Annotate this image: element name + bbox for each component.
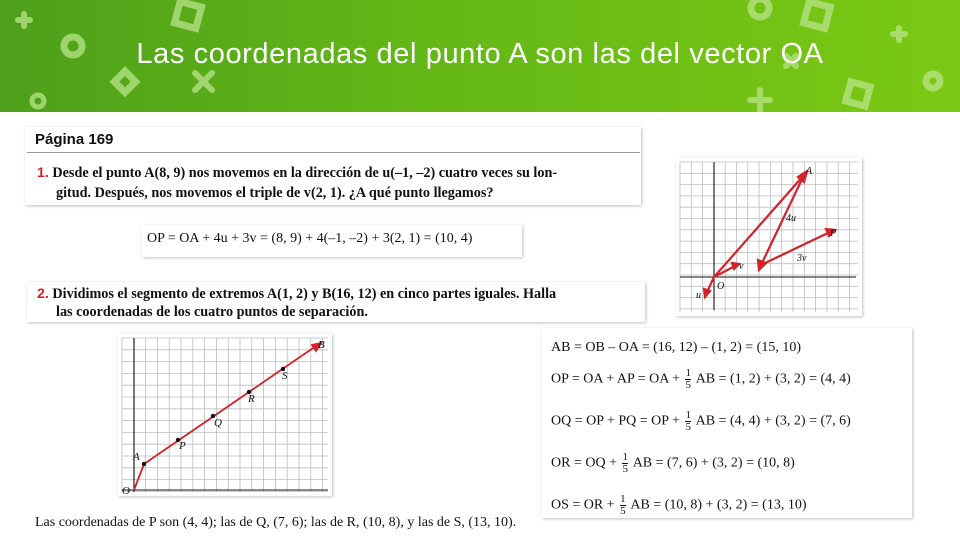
equation-4-lhs: OR = OQ + xyxy=(551,455,621,471)
equation-3 xyxy=(551,410,851,433)
label-A: A xyxy=(133,451,140,463)
equation-3-rhs: AB = (4, 4) + (3, 2) = (7, 6) xyxy=(692,413,851,429)
label-4u: 4u xyxy=(786,213,796,224)
page-header: Página 169 xyxy=(35,131,114,148)
equation-1: AB = OB – OA = (16, 12) – (1, 2) = (15, 10) xyxy=(551,340,802,355)
problem1-solution: OP = OA + 4u + 3v = (8, 9) + 4(–1, –2) + 3(2, 1) = (10, 4) xyxy=(147,231,473,246)
label-O: O xyxy=(717,281,725,292)
problem2-number: 2. xyxy=(37,286,49,302)
title-banner xyxy=(0,0,960,112)
fraction-numerator: 1 xyxy=(685,409,691,421)
fraction xyxy=(620,494,626,517)
problem1-line1 xyxy=(37,163,557,183)
label-O: O xyxy=(122,485,130,496)
fraction-numerator: 1 xyxy=(620,493,626,505)
equation-2 xyxy=(551,368,851,391)
fraction xyxy=(622,452,628,475)
label-3v: 3v xyxy=(797,253,807,264)
fraction-numerator: 1 xyxy=(622,451,628,463)
equation-2-rhs: AB = (1, 2) + (3, 2) = (4, 4) xyxy=(692,371,851,387)
label-R: R xyxy=(248,393,255,405)
problem1-text-line1: Desde el punto A(8, 9) nos movemos en la dirección de u(–1, –2) cuatro veces su lon- xyxy=(52,165,558,181)
problem1-number: 1. xyxy=(37,165,49,181)
label-S: S xyxy=(282,370,288,382)
equation-5 xyxy=(551,494,806,517)
equation-2-lhs: OP = OA + AP = OA + xyxy=(551,371,684,387)
equation-3-lhs: OQ = OP + PQ = OP + xyxy=(551,413,684,429)
equation-5-lhs: OS = OR + xyxy=(551,497,619,513)
equation-4-rhs: AB = (7, 6) + (3, 2) = (10, 8) xyxy=(629,455,795,471)
fraction-numerator: 1 xyxy=(685,367,691,379)
label-Q: Q xyxy=(214,417,222,429)
problem1-text-line2: gitud. Después, nos movemos el triple de v(2, 1). ¿A qué punto llegamos? xyxy=(56,185,494,201)
label-A: A xyxy=(806,166,813,177)
label-P: P xyxy=(179,440,186,452)
conclusion-text: Las coordenadas de P son (4, 4); las de Q, (7, 6); las de R, (10, 8), y las de S, (13, 10). xyxy=(35,515,517,530)
slide-title: Las coordenadas del punto A son las del vector OA xyxy=(136,38,824,70)
label-B: B xyxy=(318,339,325,351)
fraction-denominator: 5 xyxy=(685,379,691,391)
point-A xyxy=(142,462,146,466)
label-v: v xyxy=(739,261,744,272)
equation-5-rhs: AB = (10, 8) + (3, 2) = (13, 10) xyxy=(627,497,807,513)
problem2-text-line1: Dividimos el segmento de extremos A(1, 2) y B(16, 12) en cinco partes iguales. Halla xyxy=(52,286,557,302)
problem2-text-line2: las coordenadas de los cuatro puntos de separación. xyxy=(56,304,368,320)
fraction-denominator: 5 xyxy=(620,505,626,517)
fraction-denominator: 5 xyxy=(685,421,691,433)
fraction xyxy=(685,368,691,391)
figure1-vector-diagram xyxy=(676,158,862,316)
figure2-segment-diagram xyxy=(118,334,332,496)
problem2-line1 xyxy=(37,284,556,304)
header-divider xyxy=(27,152,640,153)
label-u: u xyxy=(696,290,701,301)
fraction-denominator: 5 xyxy=(622,463,628,475)
fraction xyxy=(685,410,691,433)
label-P: P xyxy=(830,228,837,239)
equation-4 xyxy=(551,452,795,475)
